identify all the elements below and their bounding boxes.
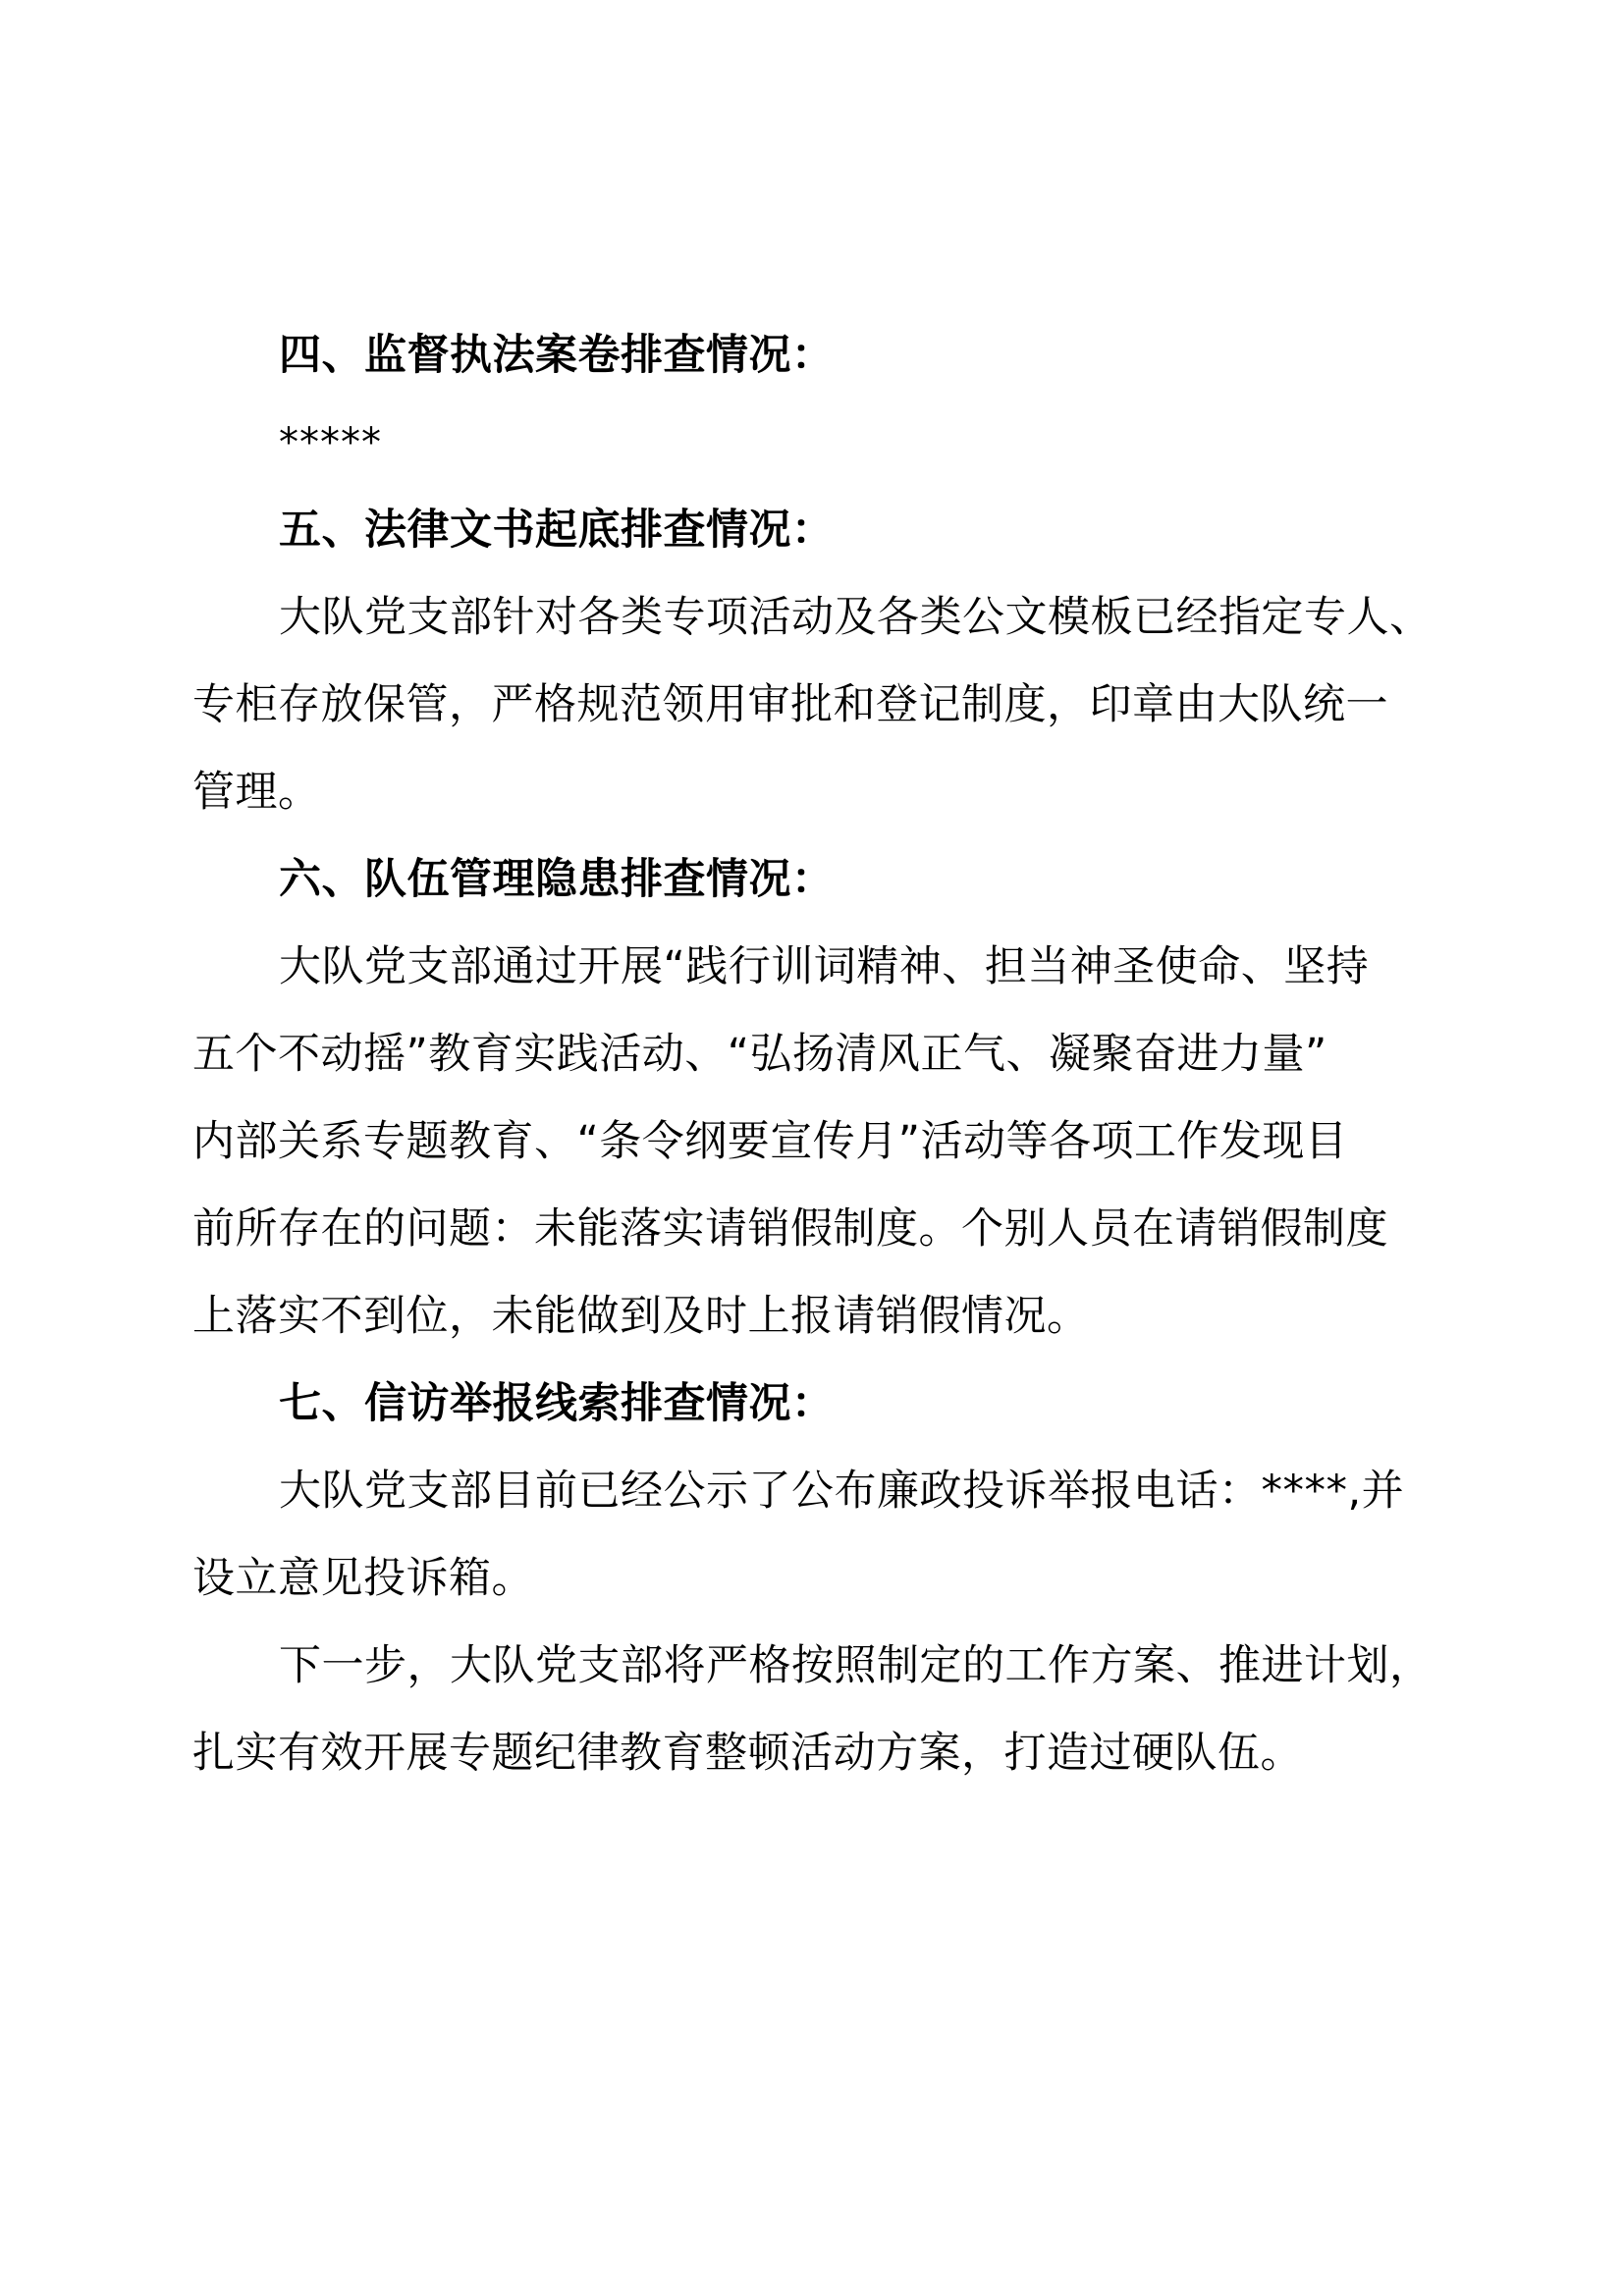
section-5-heading: 五、法律文书起底排查情况： — [279, 506, 835, 555]
section-6-line: 内部关系专题教育、“条令纲要宣传月”活动等各项工作发现目 — [192, 1117, 1348, 1166]
section-6-line: 上落实不到位，未能做到及时上报请销假情况。 — [192, 1292, 1090, 1341]
section-6-heading: 六、队伍管理隐患排查情况： — [279, 855, 835, 904]
section-6-line: 前所存在的问题：未能落实请销假制度。个别人员在请销假制度 — [192, 1204, 1388, 1254]
conclusion-line: 扎实有效开展专题纪律教育整顿活动方案，打造过硬队伍。 — [192, 1729, 1303, 1778]
section-7-line: 大队党支部目前已经公示了公布廉政投诉举报电话：****,并 — [279, 1467, 1405, 1516]
section-7-line: 设立意见投诉箱。 — [192, 1554, 534, 1603]
section-5-line: 专柜存放保管，严格规范领用审批和登记制度，印章由大队统一 — [192, 680, 1388, 729]
section-7-heading: 七、信访举报线索排查情况： — [279, 1379, 835, 1428]
document-body — [192, 312, 1455, 1797]
conclusion-line: 下一步，大队党支部将严格按照制定的工作方案、推进计划， — [279, 1641, 1433, 1690]
section-4-heading: 四、监督执法案卷排查情况： — [279, 331, 835, 380]
section-6-line: 大队党支部通过开展“践行训词精神、担当神圣使命、坚持 — [279, 942, 1370, 991]
section-5-line: 管理。 — [192, 768, 321, 817]
section-4-body: ***** — [279, 420, 382, 465]
section-5-line: 大队党支部针对各类专项活动及各类公文模板已经指定专人、 — [279, 593, 1433, 642]
section-6-line: 五个不动摇”教育实践活动、“弘扬清风正气、凝聚奋进力量” — [192, 1030, 1327, 1079]
